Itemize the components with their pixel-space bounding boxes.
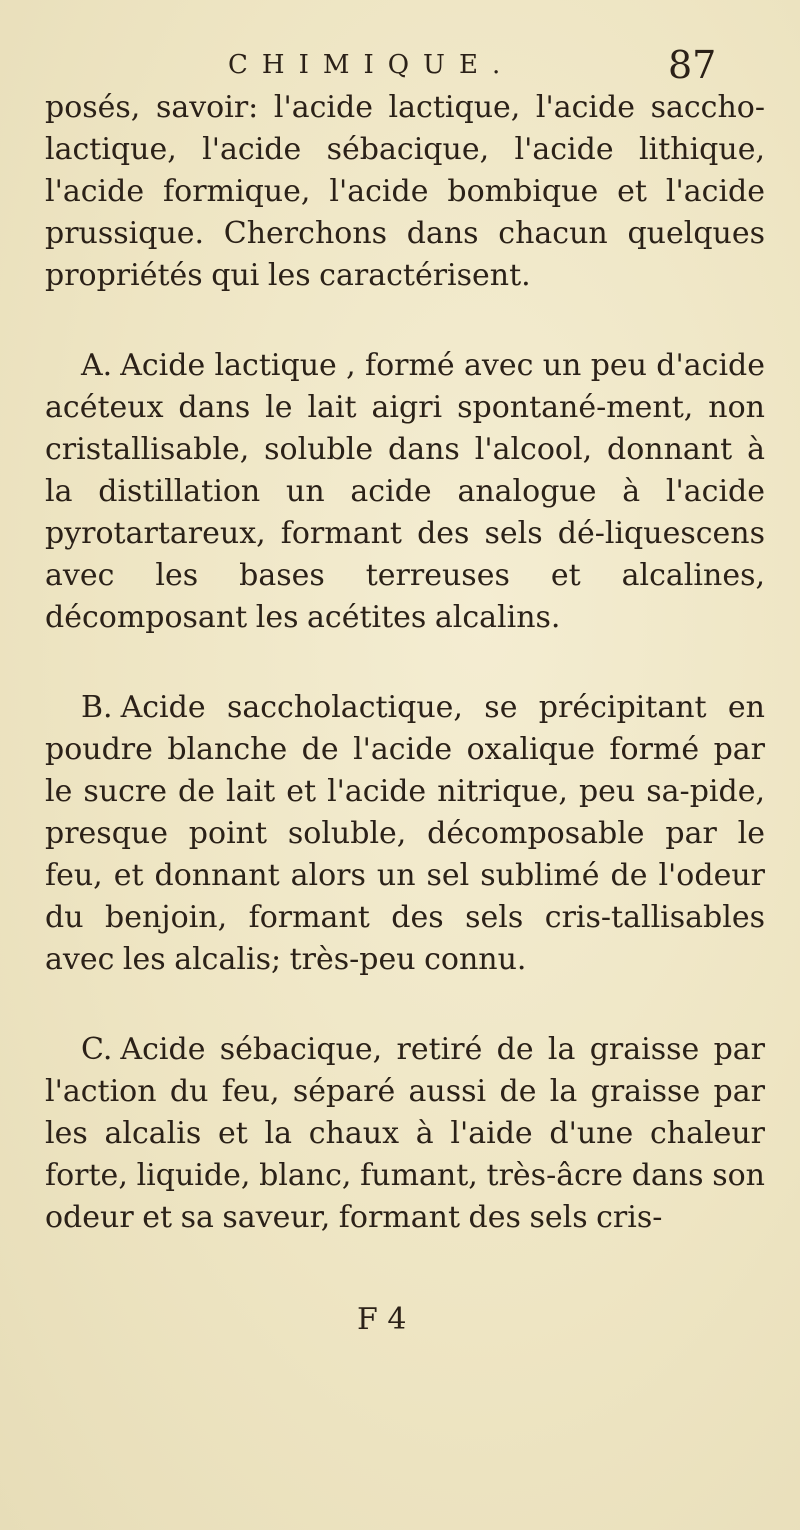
- section-c-text: Acide sébacique, retiré de la graisse par l'action du feu, séparé aussi de la graisse par les alcalis et la chaux à l'aide d'une chaleur forte, liquide, blanc, fumant, très-âcre dans son odeur et sa saveur, formant des sels cris-: [45, 1032, 765, 1235]
- running-title: CHIMIQUE.: [228, 50, 515, 80]
- printer-signature: F 4: [357, 1302, 407, 1337]
- body-text: [45, 87, 765, 1239]
- section-a-text: Acide lactique , formé avec un peu d'acide acéteux dans le lait aigri spontané-ment, non cristallisable, soluble dans l'alcool, donnant à la distillation un acide analogue à l'acide pyrotartareux, formant des sels dé-liquescens avec les bases terreuses et alcalines, décomposant les acétites alcalins.: [45, 348, 765, 635]
- section-a-letter: A.: [81, 348, 113, 383]
- section-b-text: Acide saccholactique, se précipitant en poudre blanche de l'acide oxalique formé par le sucre de lait et l'acide nitrique, peu sa-pide, presque point soluble, décomposable par le feu, et donnant alors un sel sublimé de l'odeur du benjoin, formant des sels cris-tallisables avec les alcalis; très-peu connu.: [45, 690, 765, 977]
- section-b-letter: B.: [81, 690, 113, 725]
- opening-paragraph: posés, savoir: l'acide lactique, l'acide saccho-lactique, l'acide sébacique, l'acide lithique, l'acide formique, l'acide bombique et l'acide prussique. Cherchons dans chacun quelques propriétés qui les caractérisent.: [45, 90, 765, 293]
- page-number: 87: [668, 43, 717, 87]
- section-a-paragraph: [45, 345, 765, 639]
- section-c-paragraph: [45, 1029, 765, 1239]
- section-b-paragraph: [45, 687, 765, 981]
- section-c-letter: C.: [81, 1032, 113, 1067]
